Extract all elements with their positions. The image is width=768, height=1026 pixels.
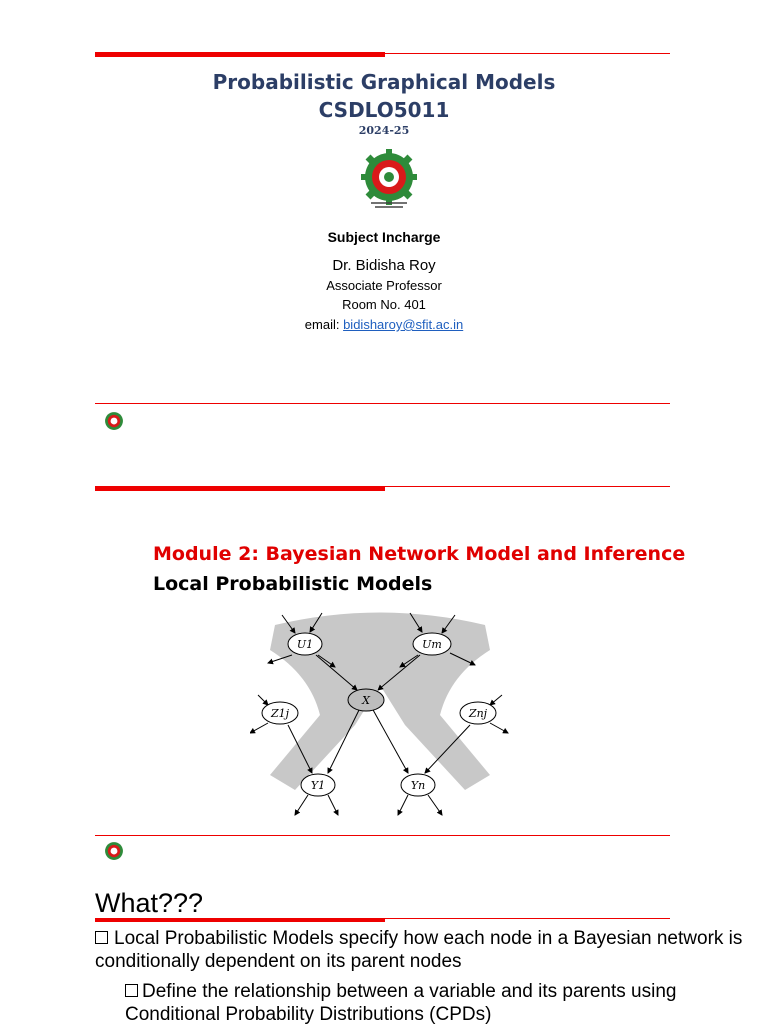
instructor-name: Dr. Bidisha Roy [332, 257, 436, 274]
bullet-2-text: Define the relationship between a variable and its parents using Conditional Probability Distributions (CPDs) [125, 981, 677, 1025]
slide2-rule-thick [95, 486, 385, 491]
course-code: CSDLO5011 [318, 98, 450, 122]
module-subtitle: Local Probabilistic Models [153, 573, 433, 595]
designation: Associate Professor [326, 278, 442, 293]
label-z1j: Z1j [270, 707, 290, 720]
label-znj: Znj [468, 707, 488, 720]
label-x: X [362, 694, 370, 707]
label-y1: Y1 [310, 779, 326, 792]
email-label: email: [304, 317, 344, 332]
email-line [0, 317, 768, 332]
bayesian-network-diagram [250, 605, 510, 820]
label-u1: U1 [296, 638, 314, 651]
college-seal-logo [357, 147, 421, 211]
square-bullet-icon [125, 984, 138, 997]
footer-logo-icon [103, 840, 125, 862]
square-bullet-icon [95, 931, 108, 944]
course-title: Probabilistic Graphical Models [212, 70, 556, 94]
slide2-footer-rule [95, 835, 670, 836]
subject-incharge-label: Subject Incharge [327, 229, 441, 245]
label-um: Um [422, 638, 442, 651]
bullet-1 [95, 927, 762, 973]
label-yn: Yn [410, 779, 426, 792]
module-title: Module 2: Bayesian Network Model and Inference [153, 543, 686, 565]
slide2-rule-thin [385, 486, 670, 487]
slide3-rule-thick [95, 918, 385, 922]
bullet-2 [125, 980, 762, 1026]
top-rule-thin [385, 53, 670, 54]
slide3-heading: What??? [95, 888, 204, 918]
bullet-1-text: Local Probabilistic Models specify how each node in a Bayesian network is conditionally dependent on its parent nodes [95, 928, 743, 972]
email-link[interactable]: bidisharoy@sfit.ac.in [343, 317, 464, 332]
academic-year: 2024-25 [358, 124, 410, 137]
footer-logo-icon [103, 410, 125, 432]
slide3-rule-thin [385, 918, 670, 919]
footer-rule [95, 403, 670, 404]
room-number: Room No. 401 [342, 297, 426, 312]
top-rule-thick [95, 52, 385, 57]
